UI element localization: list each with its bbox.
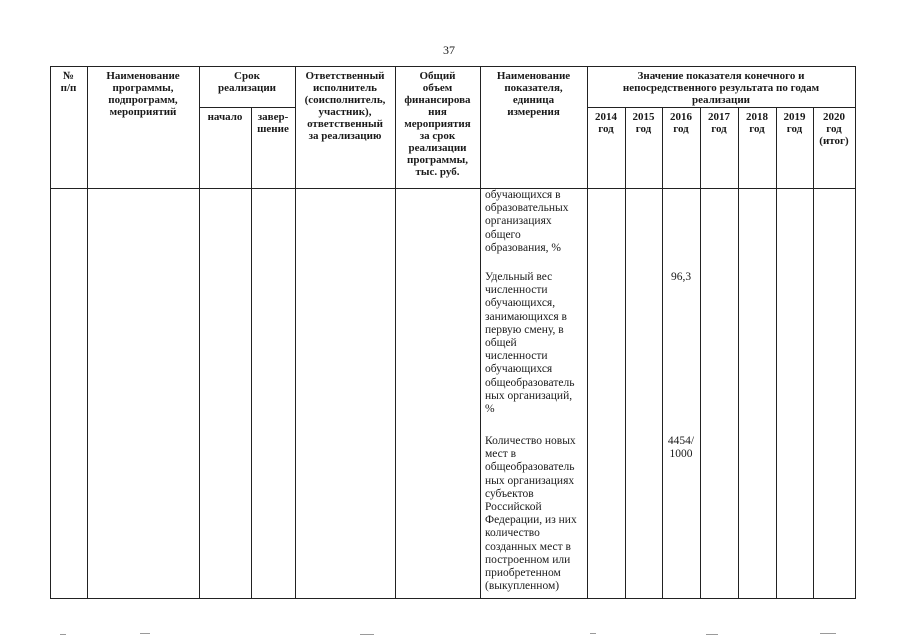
header-year-2015: 2015 год [632, 111, 655, 135]
header-term-start: начало [207, 111, 243, 123]
table-top-border [50, 66, 856, 67]
indicator-text-3: Количество новых мест в общеобразователь ных организациях субъектов Российской Федерации, из них количество созданных мест в построенном или приобретенном (выкупленном) [485, 435, 577, 593]
col-border-7 [587, 66, 588, 598]
col-border-2 [199, 66, 200, 598]
header-year-2016: 2016 год [670, 111, 692, 135]
header-year-2018: 2018 год [746, 111, 768, 135]
header-bottom-rule [50, 188, 856, 189]
col-border-13 [813, 107, 814, 598]
col-border-3 [251, 107, 252, 598]
years-subheader-rule [587, 107, 856, 108]
header-name: Наименование программы, подпрограмм, мероприятий [106, 70, 180, 118]
col-border-12 [776, 107, 777, 598]
value-2016-row-3: 4454/ 1000 [667, 435, 695, 461]
page-number: 37 [443, 43, 455, 57]
header-year-2019: 2019 год [783, 111, 806, 135]
header-term: Срок реализации [217, 70, 277, 94]
header-values-title: Значение показателя конечного и непосредственного результата по годам реализации [622, 70, 820, 106]
col-border-8 [625, 107, 626, 598]
col-border-1 [87, 66, 88, 598]
header-indicator: Наименование показателя, единица измерения [496, 70, 571, 118]
header-year-2020: 2020 год (итог) [819, 111, 849, 147]
col-border-0 [50, 66, 51, 598]
col-border-14 [855, 66, 856, 598]
value-2016-row-2: 96,3 [670, 271, 692, 283]
col-border-6 [480, 66, 481, 598]
header-year-2014: 2014 год [595, 111, 617, 135]
col-border-4 [295, 66, 296, 598]
header-finance: Общий объем финансирова ния мероприятия за срок реализации программы, тыс. руб. [404, 70, 471, 178]
header-year-2017: 2017 год [708, 111, 730, 135]
indicator-text-1: обучающихся в образовательных организациях общего образования, % [485, 189, 569, 254]
indicator-text-2: Удельный вес численности обучающихся, занимающихся в первую смену, в общей численности обучающихся общеобразователь ных организаций, % [485, 271, 575, 416]
col-border-10 [700, 107, 701, 598]
table-bottom-border [50, 598, 856, 599]
term-subheader-rule [199, 107, 295, 108]
header-num: № п/п [60, 70, 77, 94]
header-term-end: завер- шение [257, 111, 289, 135]
col-border-11 [738, 107, 739, 598]
header-responsible: Ответственный исполнитель (соисполнитель, участник), ответственный за реализацию [304, 70, 386, 142]
col-border-9 [662, 107, 663, 598]
